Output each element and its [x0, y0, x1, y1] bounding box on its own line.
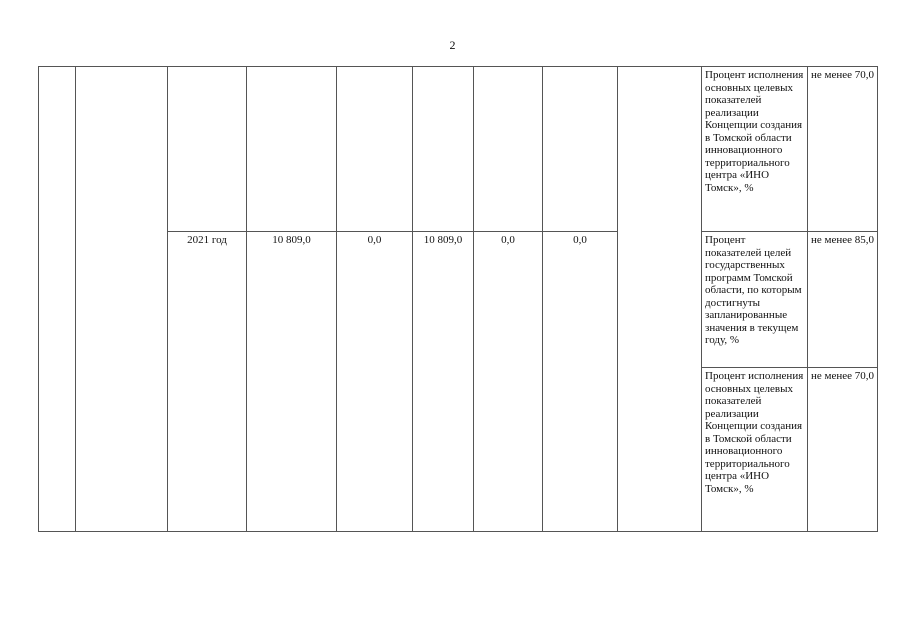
total-cell: 10 809,0: [247, 232, 337, 532]
empty-cell: [39, 67, 76, 532]
indicator-target: не менее 85,0: [808, 232, 878, 368]
indicator-description: Процент показателей целей государственных программ Томской области, по которым достигнуты запланированные значения в текущем году, %: [702, 232, 808, 368]
table-row: [39, 67, 878, 232]
empty-cell: [543, 67, 618, 232]
page-number: 2: [449, 38, 456, 52]
empty-cell: [76, 67, 168, 532]
indicator-description: Процент исполнения основных целевых показателей реализации Концепции создания в Томской области инновационного территориального центра «ИНО Томск», %: [702, 67, 808, 232]
value-cell: 10 809,0: [413, 232, 474, 532]
empty-cell: [168, 67, 247, 232]
empty-cell: [337, 67, 413, 232]
data-table: [38, 66, 878, 532]
indicator-description: Процент исполнения основных целевых показателей реализации Концепции создания в Томской области инновационного территориального центра «ИНО Томск», %: [702, 368, 808, 532]
value-cell: 0,0: [474, 232, 543, 532]
year-cell: 2021 год: [168, 232, 247, 532]
value-cell: 0,0: [543, 232, 618, 532]
indicator-target: не менее 70,0: [808, 67, 878, 232]
indicator-target: не менее 70,0: [808, 368, 878, 532]
empty-cell: [247, 67, 337, 232]
empty-cell: [618, 67, 702, 532]
value-cell: 0,0: [337, 232, 413, 532]
empty-cell: [413, 67, 474, 232]
empty-cell: [474, 67, 543, 232]
